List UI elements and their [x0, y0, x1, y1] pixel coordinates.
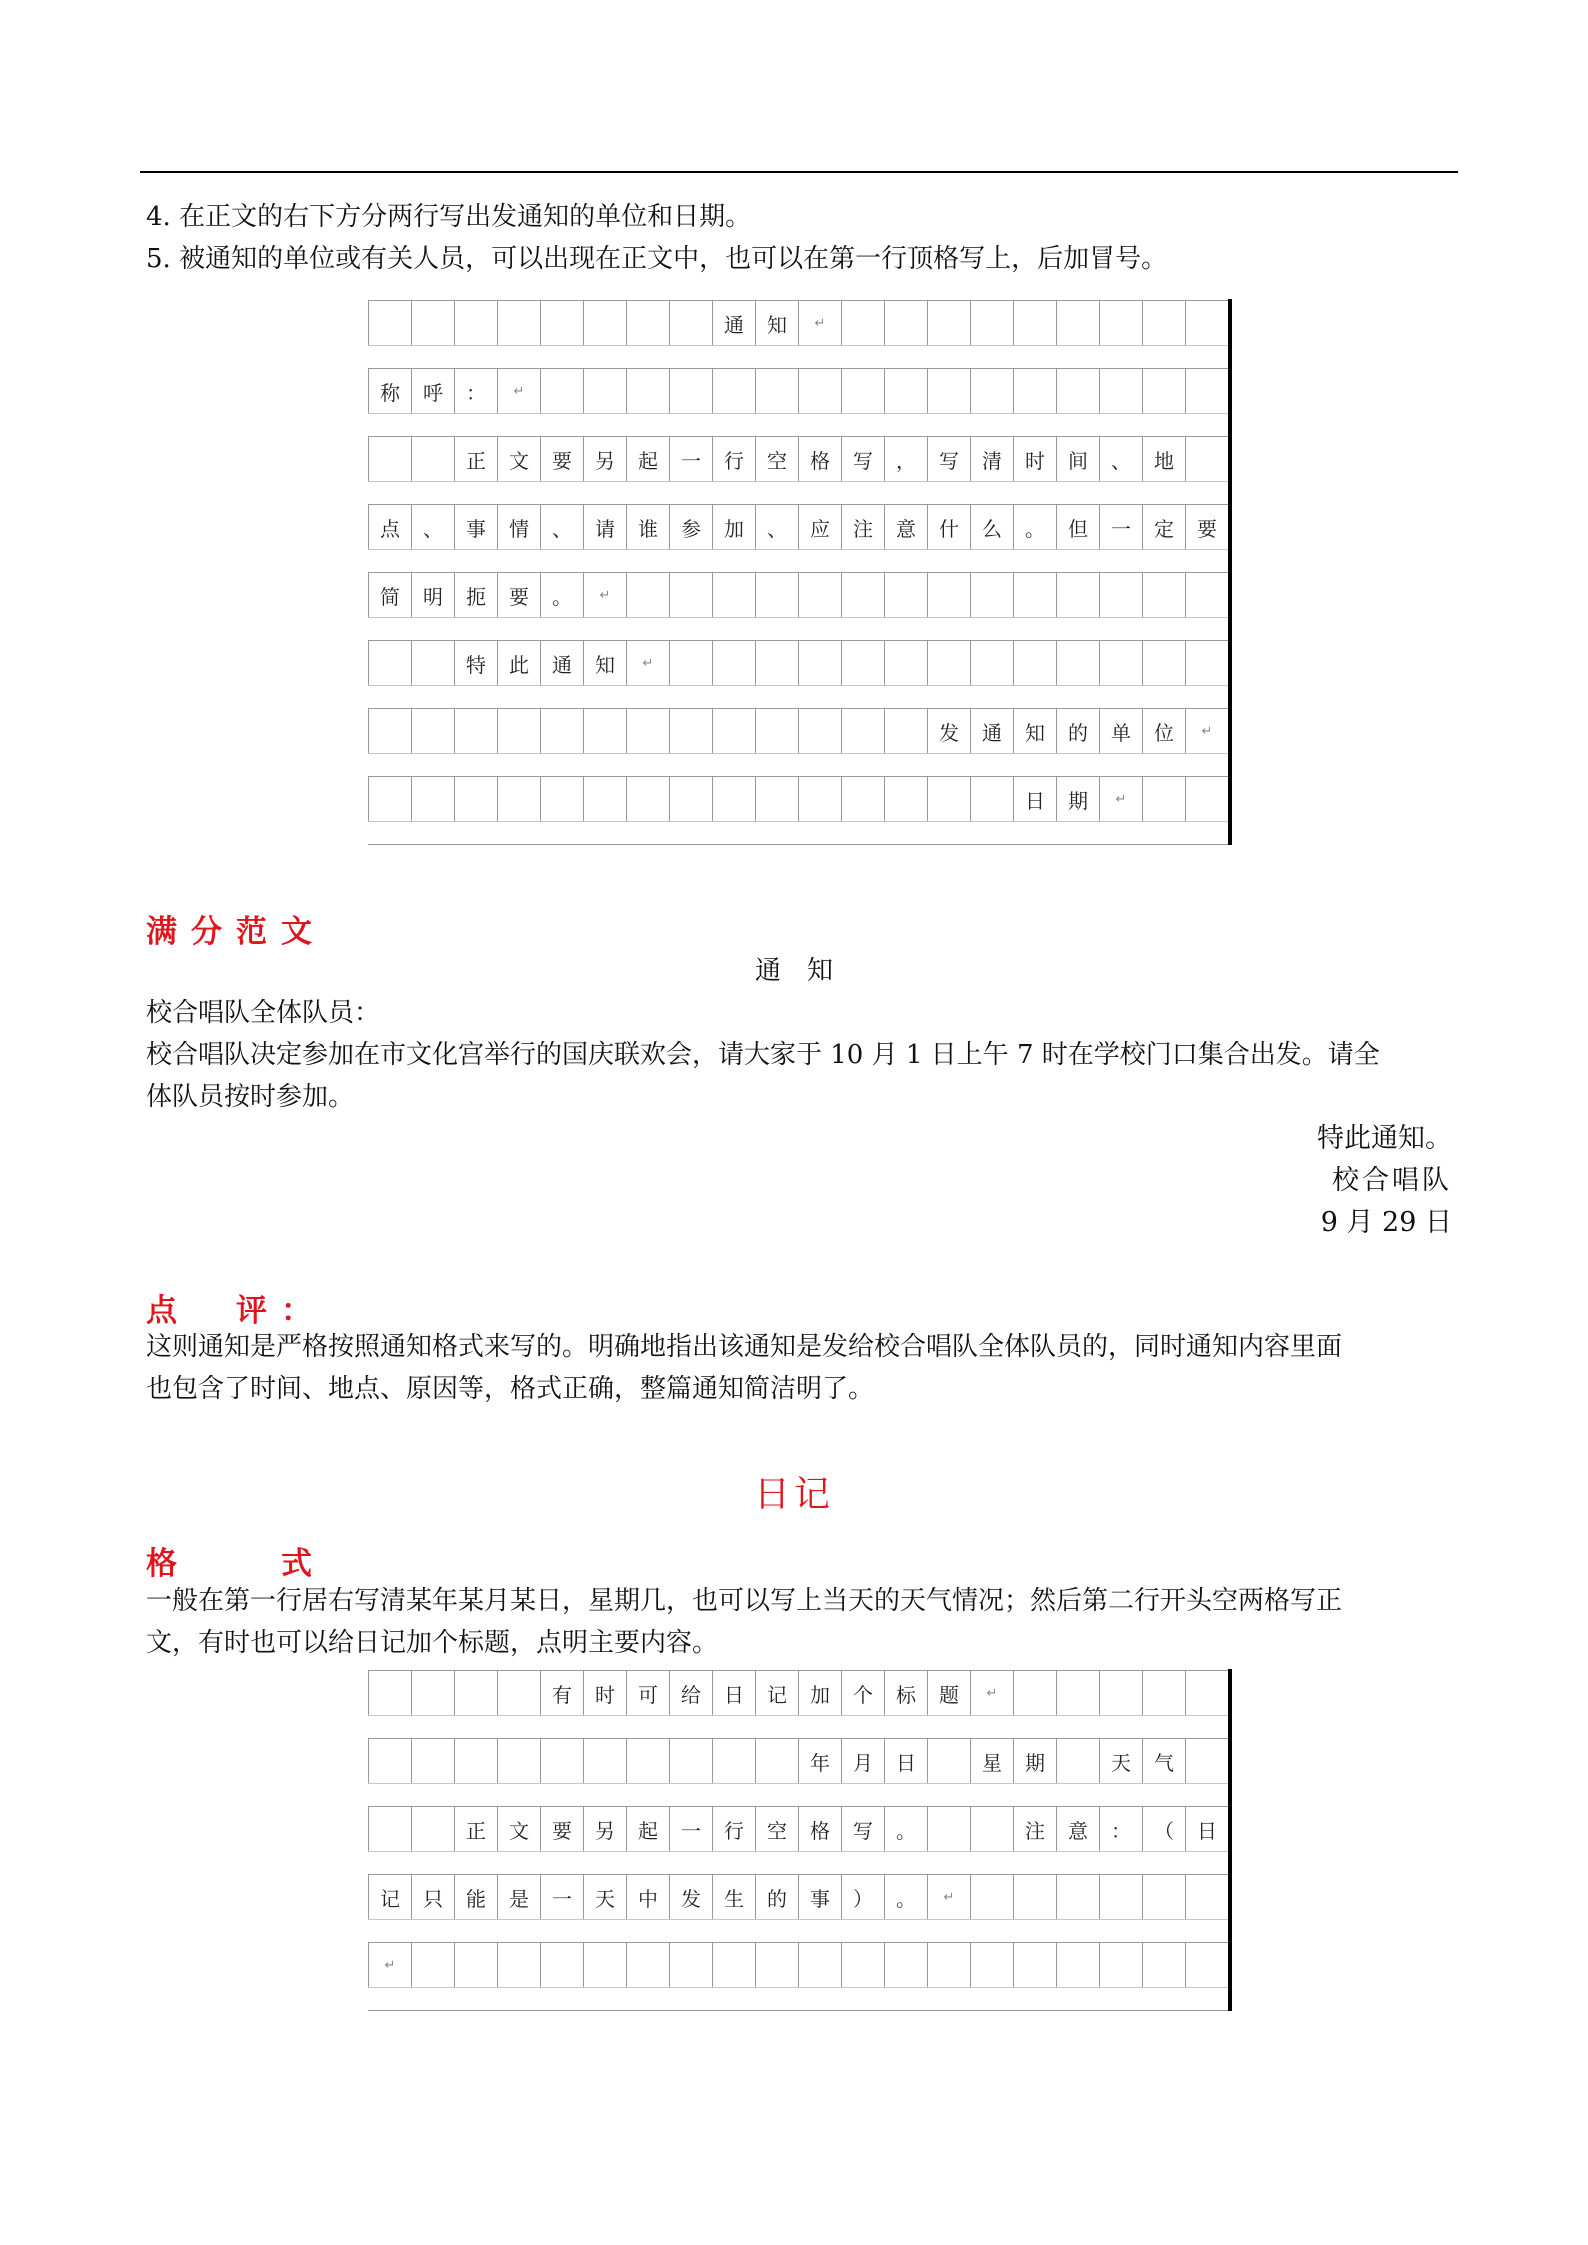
diary-grid-right-border [1228, 1669, 1232, 2011]
notice-grid-cell [798, 777, 841, 821]
diary-grid-cell: 是 [497, 1875, 540, 1919]
diary-grid-cell [411, 1943, 454, 1987]
comment-line-1: 这则通知是严格按照通知格式来写的。明确地指出该通知是发给校合唱队全体队员的，同时通知内容里面 [146, 1332, 1343, 1362]
diary-grid-cell [583, 1739, 626, 1783]
diary-grid-cell [1056, 1875, 1099, 1919]
notice-grid-row [368, 437, 1228, 505]
notice-grid-cell: 。 [540, 573, 583, 617]
notice-grid-cell: 、 [411, 505, 454, 549]
notice-title: 通 知 [754, 956, 833, 986]
notice-grid-cell [1099, 641, 1142, 685]
notice-grid-cell: ↵ [1185, 709, 1228, 753]
notice-grid-cell: 注 [841, 505, 884, 549]
notice-grid-cell [798, 369, 841, 413]
notice-grid-cell [1185, 301, 1228, 345]
notice-grid-cell: 意 [884, 505, 927, 549]
notice-grid-cell [583, 369, 626, 413]
diary-grid-cell: 加 [798, 1671, 841, 1715]
diary-grid-cell [1185, 1671, 1228, 1715]
diary-grid-cell [1056, 1943, 1099, 1987]
diary-grid-cell [669, 1739, 712, 1783]
notice-grid-cell: 、 [1099, 437, 1142, 481]
notice-grid-cell [1013, 641, 1056, 685]
notice-grid-cell: 但 [1056, 505, 1099, 549]
diary-grid-cell: 的 [755, 1875, 798, 1919]
diary-grid-cell [1099, 1943, 1142, 1987]
diary-grid-cell: 只 [411, 1875, 454, 1919]
comment-line-2: 也包含了时间、地点、原因等，格式正确，整篇通知简洁明了。 [146, 1374, 875, 1404]
notice-grid-cell [1056, 641, 1099, 685]
notice-grid-cell [1056, 301, 1099, 345]
notice-grid-cell [411, 641, 454, 685]
notice-grid-cell: 的 [1056, 709, 1099, 753]
diary-grid-cell: 有 [540, 1671, 583, 1715]
notice-grid-cell: ： [454, 369, 497, 413]
notice-grid-cell: 要 [1185, 505, 1228, 549]
notice-grid-cell [540, 709, 583, 753]
diary-grid-cell: 天 [583, 1875, 626, 1919]
diary-grid-cell: 能 [454, 1875, 497, 1919]
notice-grid-cell [927, 301, 970, 345]
notice-grid-cell [884, 301, 927, 345]
diary-grid-cell [712, 1943, 755, 1987]
diary-grid-cell: 日 [712, 1671, 755, 1715]
diary-grid-cell [755, 1943, 798, 1987]
diary-grid-cell: ： [1099, 1807, 1142, 1851]
notice-grid-row [368, 641, 1228, 709]
notice-grid-cell: 文 [497, 437, 540, 481]
top-rule [140, 171, 1458, 173]
notice-grid-cell [841, 641, 884, 685]
notice-grid-cell: 特 [454, 641, 497, 685]
notice-grid-cell [626, 369, 669, 413]
notice-grid-cell [1099, 573, 1142, 617]
diary-grid-cell: 记 [368, 1875, 411, 1919]
notice-grid-cell [755, 573, 798, 617]
notice-grid-cell [841, 709, 884, 753]
diary-grid-cell [927, 1807, 970, 1851]
notice-grid-cell [1013, 301, 1056, 345]
diary-grid-cell: 时 [583, 1671, 626, 1715]
notice-grid-cell [712, 641, 755, 685]
comment-heading: 点 评： [146, 1293, 326, 1329]
diary-grid-cell [669, 1943, 712, 1987]
notice-grid-row [368, 301, 1228, 369]
diary-grid-cell [368, 1807, 411, 1851]
notice-grid-cell: 称 [368, 369, 411, 413]
notice-grid-cell: 呼 [411, 369, 454, 413]
diary-grid-row [368, 1807, 1228, 1875]
notice-grid-cell: ↵ [798, 301, 841, 345]
notice-grid-cell: 单 [1099, 709, 1142, 753]
notice-grid-cell: 通 [712, 301, 755, 345]
diary-grid-cell: 月 [841, 1739, 884, 1783]
notice-grid-cell [583, 709, 626, 753]
notice-grid-cell: 另 [583, 437, 626, 481]
notice-grid-cell [927, 573, 970, 617]
diary-grid-cell [1142, 1671, 1185, 1715]
diary-grid-cell [927, 1943, 970, 1987]
notice-grid-cell [970, 641, 1013, 685]
notice-grid-row [368, 505, 1228, 573]
notice-grid-cell [368, 437, 411, 481]
notice-grid-cell [1013, 573, 1056, 617]
notice-grid-cell [1056, 369, 1099, 413]
notice-grid-cell: 此 [497, 641, 540, 685]
notice-format-grid [368, 300, 1228, 845]
diary-grid-cell: ↵ [368, 1943, 411, 1987]
notice-grid-cell: 点 [368, 505, 411, 549]
notice-grid-cell [755, 641, 798, 685]
notice-grid-cell [884, 641, 927, 685]
notice-grid-cell [497, 301, 540, 345]
diary-grid-cell: 生 [712, 1875, 755, 1919]
notice-grid-cell: 参 [669, 505, 712, 549]
diary-grid-cell: 发 [669, 1875, 712, 1919]
notice-addressee: 校合唱队全体队员： [146, 998, 381, 1028]
notice-grid-cell [583, 301, 626, 345]
notice-grid-cell [970, 301, 1013, 345]
notice-grid-cell: 时 [1013, 437, 1056, 481]
diary-grid-cell [1013, 1943, 1056, 1987]
notice-grid-cell: 清 [970, 437, 1013, 481]
notice-grid-cell [669, 573, 712, 617]
diary-grid-cell: 写 [841, 1807, 884, 1851]
notice-grid-cell [1185, 437, 1228, 481]
diary-grid-cell [540, 1739, 583, 1783]
diary-grid-cell: 格 [798, 1807, 841, 1851]
diary-grid-cell: 一 [540, 1875, 583, 1919]
notice-grid-row [368, 709, 1228, 777]
diary-grid-cell [497, 1943, 540, 1987]
diary-grid-cell [1056, 1739, 1099, 1783]
notice-grid-cell [755, 777, 798, 821]
diary-grid-cell: 事 [798, 1875, 841, 1919]
notice-grid-cell: 扼 [454, 573, 497, 617]
diary-grid-cell [970, 1943, 1013, 1987]
diary-grid-cell [626, 1739, 669, 1783]
diary-grid-cell: 期 [1013, 1739, 1056, 1783]
notice-body-line-2: 体队员按时参加。 [146, 1082, 355, 1112]
diary-grid-cell: 。 [884, 1875, 927, 1919]
notice-closing: 特此通知。 [1317, 1123, 1452, 1154]
diary-grid-cell [1142, 1943, 1185, 1987]
notice-grid-cell [1013, 369, 1056, 413]
notice-grid-cell [540, 369, 583, 413]
diary-grid-cell: 注 [1013, 1807, 1056, 1851]
notice-grid-cell [798, 709, 841, 753]
notice-grid-cell: 知 [583, 641, 626, 685]
notice-grid-cell [411, 301, 454, 345]
diary-grid-row [368, 1671, 1228, 1739]
diary-grid-cell: 给 [669, 1671, 712, 1715]
diary-grid-cell [712, 1739, 755, 1783]
notice-grid-cell [841, 301, 884, 345]
notice-grid-cell [1185, 777, 1228, 821]
notice-grid-cell [368, 641, 411, 685]
diary-grid-row [368, 1739, 1228, 1807]
diary-grid-cell [1099, 1671, 1142, 1715]
notice-grid-cell: 正 [454, 437, 497, 481]
notice-grid-cell [841, 777, 884, 821]
notice-grid-cell [927, 641, 970, 685]
diary-grid-cell [411, 1671, 454, 1715]
diary-grid-cell: 意 [1056, 1807, 1099, 1851]
diary-format-line-2: 文，有时也可以给日记加个标题，点明主要内容。 [146, 1628, 719, 1658]
diary-grid-cell [411, 1807, 454, 1851]
notice-grid-row [368, 573, 1228, 641]
notice-grid-cell [1142, 369, 1185, 413]
diary-grid-cell: 行 [712, 1807, 755, 1851]
diary-grid-cell [497, 1671, 540, 1715]
notice-grid-cell: 、 [540, 505, 583, 549]
notice-grid-cell [669, 641, 712, 685]
model-essay-heading: 满分范文 [146, 914, 326, 950]
notice-grid-cell: 一 [1099, 505, 1142, 549]
notice-grid-cell: 请 [583, 505, 626, 549]
notice-grid-cell: 行 [712, 437, 755, 481]
diary-grid-cell [1056, 1671, 1099, 1715]
notice-grid-cell [884, 573, 927, 617]
notice-grid-cell [970, 369, 1013, 413]
diary-format-heading: 格 式 [146, 1546, 326, 1582]
diary-grid-cell: 文 [497, 1807, 540, 1851]
notice-grid-row [368, 369, 1228, 437]
notice-grid-cell: 简 [368, 573, 411, 617]
notice-grid-cell: 期 [1056, 777, 1099, 821]
notice-grid-cell [626, 777, 669, 821]
notice-grid-cell [712, 777, 755, 821]
diary-grid-cell [1185, 1875, 1228, 1919]
notice-grid-cell [1142, 777, 1185, 821]
notice-grid-cell: ， [884, 437, 927, 481]
diary-grid-cell [1185, 1943, 1228, 1987]
notice-grid-cell [1142, 301, 1185, 345]
diary-grid-cell [411, 1739, 454, 1783]
notice-grid-cell [368, 777, 411, 821]
notice-grid-cell [841, 369, 884, 413]
notice-grid-cell: 么 [970, 505, 1013, 549]
notice-grid-cell: 知 [1013, 709, 1056, 753]
diary-grid-cell [454, 1943, 497, 1987]
notice-grid-cell [970, 573, 1013, 617]
notice-grid-cell: 地 [1142, 437, 1185, 481]
notice-grid-cell [1142, 641, 1185, 685]
diary-grid-cell [368, 1739, 411, 1783]
diary-grid-cell [497, 1739, 540, 1783]
notice-grid-cell [712, 709, 755, 753]
diary-grid-cell [454, 1739, 497, 1783]
notice-grid-cell: 明 [411, 573, 454, 617]
diary-grid-cell [1185, 1739, 1228, 1783]
notice-grid-cell: 起 [626, 437, 669, 481]
notice-grid-cell [841, 573, 884, 617]
diary-grid-cell: 星 [970, 1739, 1013, 1783]
notice-grid-cell [540, 301, 583, 345]
notice-grid-cell [884, 777, 927, 821]
notice-grid-cell [368, 301, 411, 345]
diary-grid-cell: ↵ [970, 1671, 1013, 1715]
diary-grid-cell [927, 1739, 970, 1783]
notice-grid-cell [669, 709, 712, 753]
diary-grid-cell [884, 1943, 927, 1987]
notice-grid-cell: 要 [540, 437, 583, 481]
diary-grid-cell: 个 [841, 1671, 884, 1715]
diary-format-grid [368, 1670, 1228, 2011]
notice-grid-cell: 什 [927, 505, 970, 549]
notice-grid-cell: 位 [1142, 709, 1185, 753]
diary-grid-cell [970, 1875, 1013, 1919]
diary-title: 日记 [753, 1474, 834, 1515]
diary-grid-cell [454, 1671, 497, 1715]
diary-grid-cell: 可 [626, 1671, 669, 1715]
diary-grid-cell: 。 [884, 1807, 927, 1851]
notice-grid-cell [497, 777, 540, 821]
notice-grid-cell: 通 [540, 641, 583, 685]
diary-grid-cell: 日 [884, 1739, 927, 1783]
notice-grid-cell [411, 709, 454, 753]
diary-grid-cell: 要 [540, 1807, 583, 1851]
notice-grid-cell [669, 301, 712, 345]
notice-body-line-1: 校合唱队决定参加在市文化宫举行的国庆联欢会，请大家于 10 月 1 日上午 7 时在学校门口集合出发。请全 [146, 1040, 1380, 1070]
notice-grid-cell [454, 777, 497, 821]
notice-grid-cell: 日 [1013, 777, 1056, 821]
diary-grid-cell: ↵ [927, 1875, 970, 1919]
notice-grid-cell [411, 777, 454, 821]
diary-grid-cell: 年 [798, 1739, 841, 1783]
diary-grid-cell [368, 1671, 411, 1715]
diary-grid-cell: 日 [1185, 1807, 1228, 1851]
notice-grid-cell [626, 573, 669, 617]
notice-grid-cell: 格 [798, 437, 841, 481]
diary-grid-cell: 另 [583, 1807, 626, 1851]
diary-grid-cell [626, 1943, 669, 1987]
notice-grid-cell: 通 [970, 709, 1013, 753]
diary-grid-cell: 标 [884, 1671, 927, 1715]
notice-grid-cell: 事 [454, 505, 497, 549]
notice-grid-cell: 发 [927, 709, 970, 753]
diary-grid-cell: 正 [454, 1807, 497, 1851]
notice-grid-cell [583, 777, 626, 821]
notice-grid-cell [755, 369, 798, 413]
notice-grid-cell [454, 709, 497, 753]
diary-grid-cell: 记 [755, 1671, 798, 1715]
notice-grid-cell [454, 301, 497, 345]
notice-grid-cell [755, 709, 798, 753]
notice-grid-cell: 加 [712, 505, 755, 549]
notice-grid-cell [540, 777, 583, 821]
diary-grid-cell [798, 1943, 841, 1987]
diary-grid-cell [755, 1739, 798, 1783]
diary-grid-cell [583, 1943, 626, 1987]
notice-grid-cell: 。 [1013, 505, 1056, 549]
diary-grid-cell: 中 [626, 1875, 669, 1919]
diary-grid-cell [1013, 1875, 1056, 1919]
diary-grid-cell: 一 [669, 1807, 712, 1851]
notice-grid-cell [1056, 573, 1099, 617]
diary-grid-cell: 天 [1099, 1739, 1142, 1783]
diary-grid-cell: 气 [1142, 1739, 1185, 1783]
diary-grid-cell: （ [1142, 1807, 1185, 1851]
notice-grid-cell: 间 [1056, 437, 1099, 481]
notice-grid-cell: ↵ [497, 369, 540, 413]
diary-grid-cell [1013, 1671, 1056, 1715]
diary-grid-cell [970, 1807, 1013, 1851]
notice-grid-cell: 要 [497, 573, 540, 617]
diary-grid-cell [841, 1943, 884, 1987]
rule-4-text: 4. 在正文的右下方分两行写出发通知的单位和日期。 [146, 202, 752, 232]
notice-grid-cell [712, 369, 755, 413]
notice-grid-cell [798, 573, 841, 617]
notice-grid-cell [927, 777, 970, 821]
notice-date: 9 月 29 日 [1320, 1207, 1452, 1238]
notice-grid-cell [669, 369, 712, 413]
notice-grid-cell [626, 709, 669, 753]
notice-grid-cell [1099, 301, 1142, 345]
notice-grid-cell [626, 301, 669, 345]
diary-grid-cell [1142, 1875, 1185, 1919]
notice-grid-cell: 定 [1142, 505, 1185, 549]
notice-grid-cell [884, 369, 927, 413]
diary-grid-cell: 题 [927, 1671, 970, 1715]
diary-grid-cell: 起 [626, 1807, 669, 1851]
notice-grid-cell [411, 437, 454, 481]
notice-grid-cell [884, 709, 927, 753]
diary-grid-cell [1099, 1875, 1142, 1919]
notice-grid-cell: ↵ [1099, 777, 1142, 821]
notice-grid-cell [798, 641, 841, 685]
notice-grid-cell: ↵ [583, 573, 626, 617]
notice-grid-cell: 情 [497, 505, 540, 549]
notice-grid-cell [669, 777, 712, 821]
notice-grid-cell: 空 [755, 437, 798, 481]
notice-grid-cell [1185, 641, 1228, 685]
notice-sender: 校合唱队 [1332, 1165, 1452, 1196]
notice-grid-cell: 、 [755, 505, 798, 549]
notice-grid-cell: ↵ [626, 641, 669, 685]
diary-grid-row [368, 1943, 1228, 2011]
notice-grid-cell [1099, 369, 1142, 413]
notice-grid-cell: 一 [669, 437, 712, 481]
notice-grid-cell [1142, 573, 1185, 617]
notice-grid-cell [1185, 369, 1228, 413]
rule-5-text: 5. 被通知的单位或有关人员，可以出现在正文中，也可以在第一行顶格写上，后加冒号。 [146, 244, 1168, 274]
notice-grid-row [368, 777, 1228, 845]
diary-grid-row [368, 1875, 1228, 1943]
diary-grid-cell [540, 1943, 583, 1987]
diary-grid-cell: ） [841, 1875, 884, 1919]
notice-grid-right-border [1228, 299, 1232, 845]
notice-grid-cell [970, 777, 1013, 821]
notice-grid-cell: 应 [798, 505, 841, 549]
notice-grid-cell: 知 [755, 301, 798, 345]
notice-grid-cell [497, 709, 540, 753]
notice-grid-cell [927, 369, 970, 413]
notice-grid-cell [368, 709, 411, 753]
diary-format-line-1: 一般在第一行居右写清某年某月某日，星期几，也可以写上当天的天气情况；然后第二行开头空两格写正 [146, 1586, 1343, 1616]
notice-grid-cell: 写 [841, 437, 884, 481]
notice-grid-cell: 写 [927, 437, 970, 481]
notice-grid-cell [712, 573, 755, 617]
diary-grid-cell: 空 [755, 1807, 798, 1851]
notice-grid-cell: 谁 [626, 505, 669, 549]
notice-grid-cell [1185, 573, 1228, 617]
